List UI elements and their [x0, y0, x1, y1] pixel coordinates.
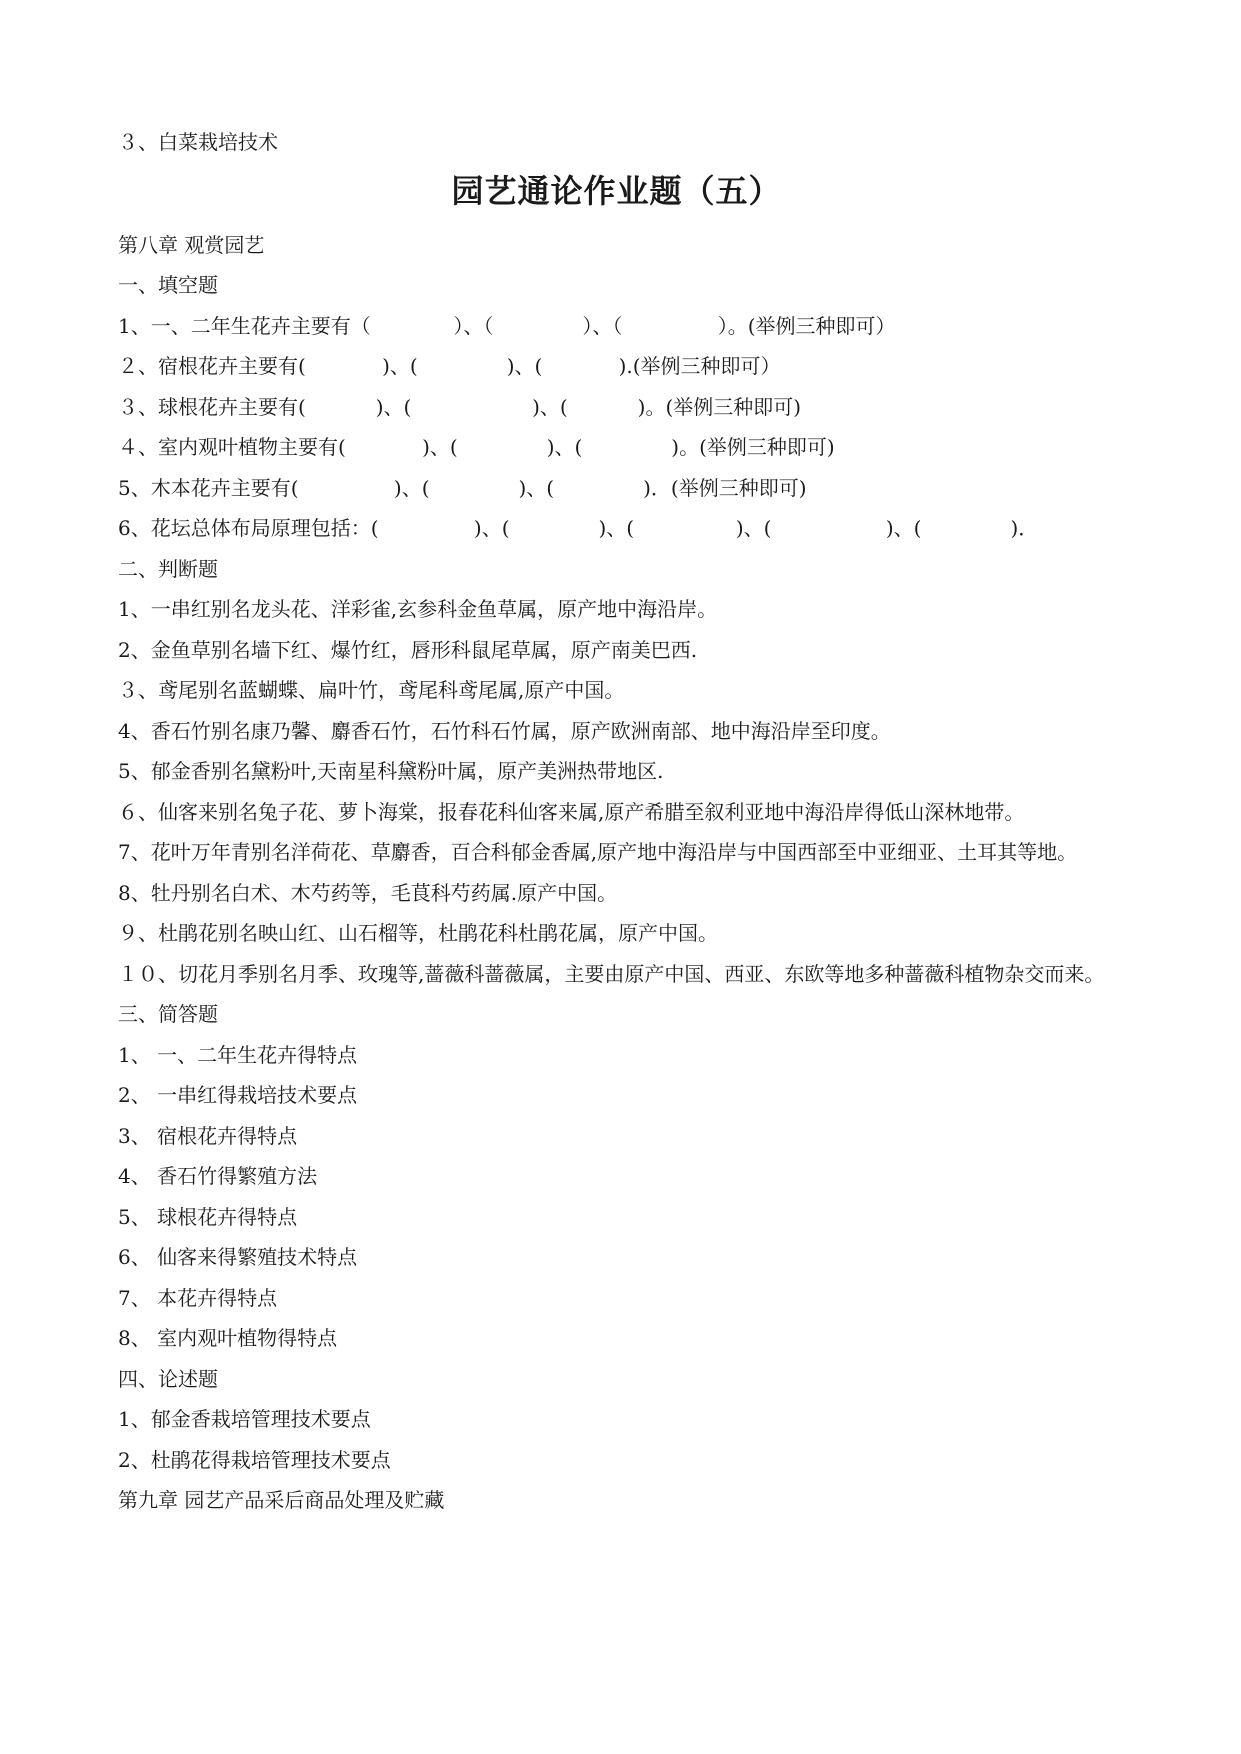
true-false-question: １０、切花月季别名月季、玫瑰等,蔷薇科蔷薇属，主要由原产中国、西亚、东欧等地多种蔷薇科植物杂交而来。: [118, 961, 1105, 986]
page-title: 园艺通论作业题（五）: [451, 171, 782, 210]
fill-blank-question: 1、一、二年生花卉主要有（ ）、（ ）、（ ）。(举例三种即可）: [118, 313, 896, 338]
chapter-heading: 第八章 观赏园艺: [118, 232, 265, 257]
true-false-question: 7、花叶万年青别名洋荷花、草麝香，百合科郁金香属,原产地中海沿岸与中国西部至中亚细亚、土耳其等地。: [118, 840, 1078, 864]
short-answer-question: 7、 本花卉得特点: [118, 1285, 278, 1310]
fill-blank-question: ２、宿根花卉主要有( )、( )、( ).(举例三种即可）: [118, 354, 781, 378]
fill-blank-question: ４、室内观叶植物主要有( )、( )、( )。(举例三种即可): [118, 435, 835, 459]
true-false-question: 4、香石竹别名康乃馨、麝香石竹，石竹科石竹属，原产欧洲南部、地中海沿岸至印度。: [118, 718, 891, 743]
section-heading: 三、简答题: [118, 1002, 218, 1026]
true-false-question: ３、鸢尾别名蓝蝴蝶、扁叶竹，鸢尾科鸢尾属,原产中国。: [118, 678, 625, 702]
true-false-question: ９、杜鹃花别名映山红、山石榴等，杜鹃花科杜鹃花属，原产中国。: [118, 921, 718, 945]
true-false-question: 1、一串红别名龙头花、洋彩雀,玄参科金鱼草属，原产地中海沿岸。: [118, 597, 718, 621]
short-answer-question: 4、 香石竹得繁殖方法: [118, 1164, 318, 1188]
true-false-question: 8、牡丹别名白术、木芍药等，毛茛科芍药属.原产中国。: [118, 880, 618, 905]
previous-question: ３、白菜栽培技术: [118, 130, 278, 154]
essay-question: 2、杜鹃花得栽培管理技术要点: [118, 1447, 391, 1472]
section-heading: 四、论述题: [118, 1366, 218, 1391]
short-answer-question: 1、 一、二年生花卉得特点: [118, 1042, 358, 1067]
short-answer-question: 3、 宿根花卉得特点: [118, 1123, 298, 1148]
fill-blank-question: 6、花坛总体布局原理包括：( )、( )、( )、( )、( )．: [118, 516, 1039, 540]
fill-blank-question: ３、球根花卉主要有( )、( )、( )。(举例三种即可): [118, 394, 802, 419]
short-answer-question: 5、 球根花卉得特点: [118, 1204, 298, 1229]
true-false-question: ６、仙客来别名兔子花、萝卜海棠，报春花科仙客来属,原产希腊至叙利亚地中海沿岸得低山深林地带。: [118, 799, 1025, 824]
section-heading: 二、判断题: [118, 556, 218, 581]
short-answer-question: 6、 仙客来得繁殖技术特点: [118, 1245, 358, 1269]
short-answer-question: 8、 室内观叶植物得特点: [118, 1326, 338, 1350]
chapter-heading: 第九章 园艺产品采后商品处理及贮藏: [118, 1488, 445, 1512]
short-answer-question: 2、 一串红得栽培技术要点: [118, 1083, 358, 1107]
section-heading: 一、填空题: [118, 273, 218, 297]
essay-question: 1、郁金香栽培管理技术要点: [118, 1407, 371, 1431]
fill-blank-question: 5、木本花卉主要有( )、( )、( )．(举例三种即可): [118, 475, 807, 500]
true-false-question: 2、金鱼草别名墙下红、爆竹红，唇形科鼠尾草属，原产南美巴西.: [118, 637, 698, 662]
true-false-question: 5、郁金香别名黛粉叶,天南星科黛粉叶属，原产美洲热带地区.: [118, 759, 664, 783]
